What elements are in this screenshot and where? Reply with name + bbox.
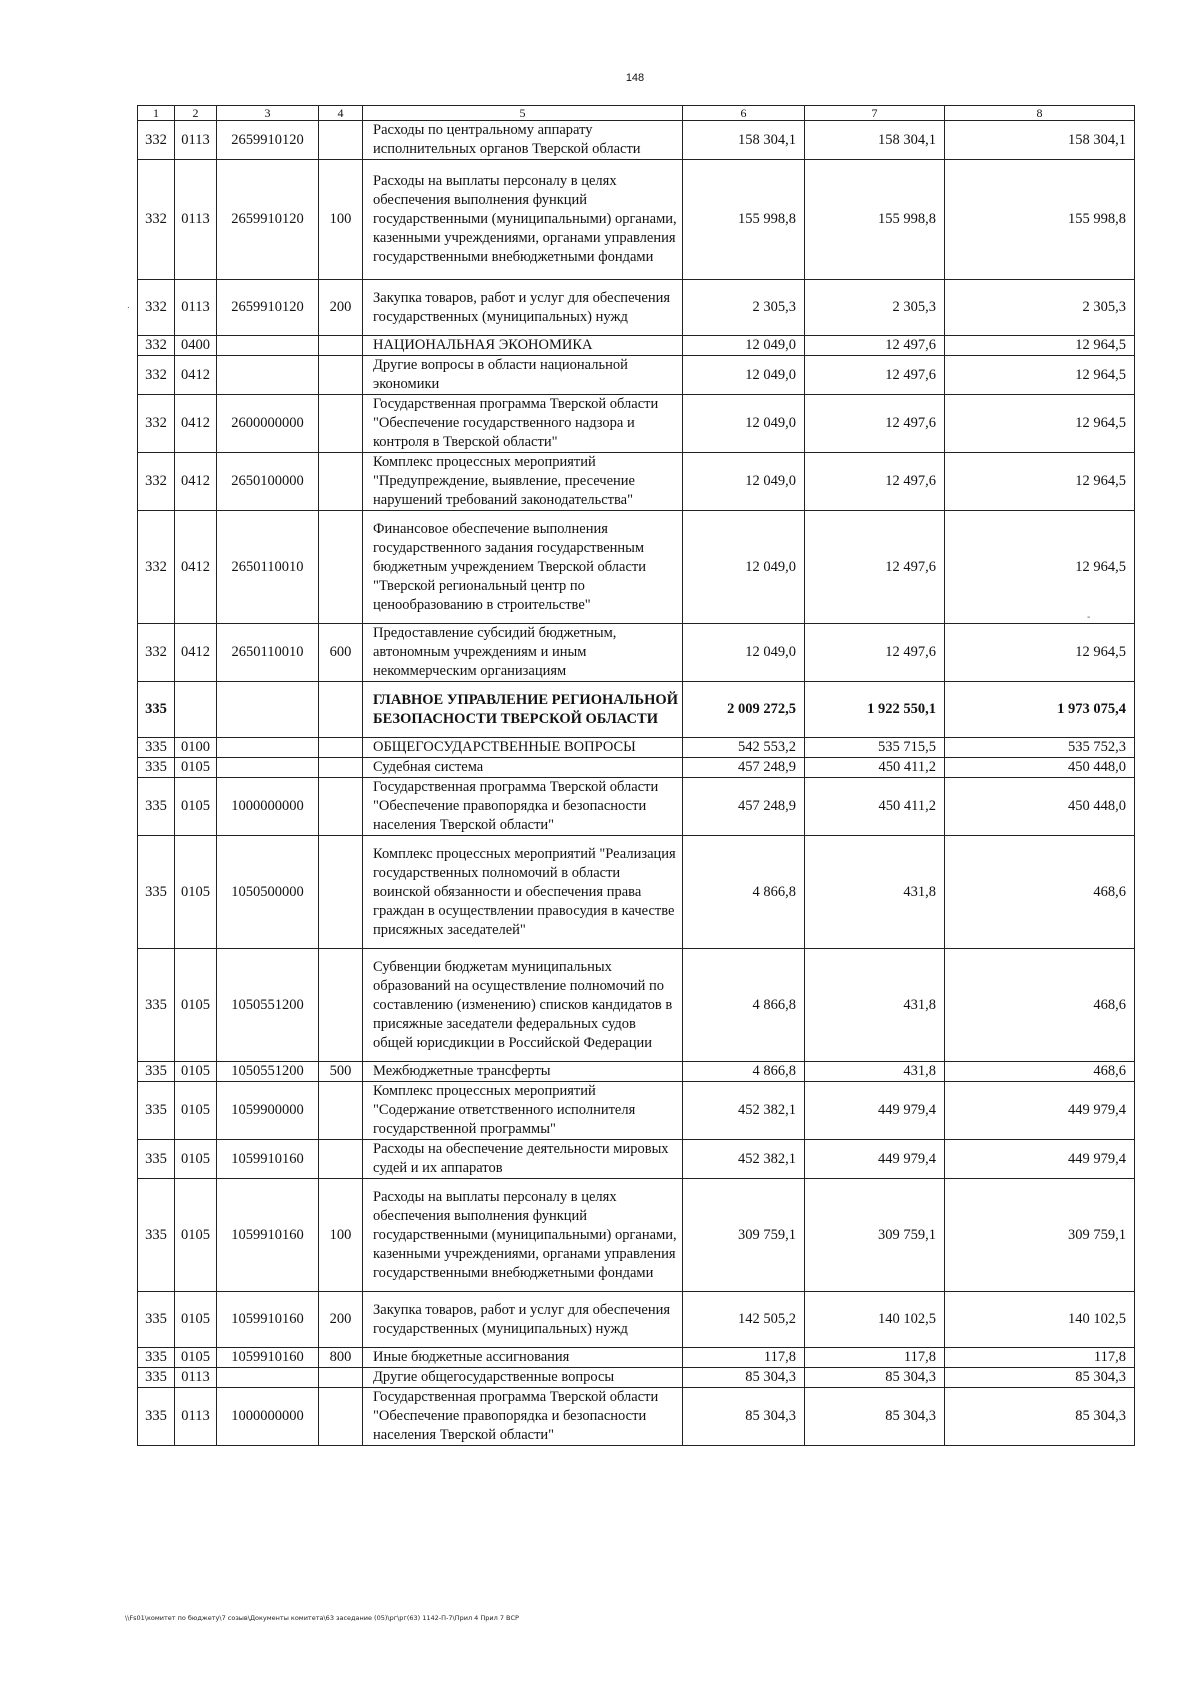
cell-name: Комплекс процессных мероприятий "Реализация государственных полномочий в области воинской обязанности и обеспечения права граждан в осуществлении правосудия в качестве присяжных заседателей" [363,836,683,949]
cell-amount-year1: 2 009 272,5 [683,682,805,738]
cell-target: 1000000000 [217,778,319,836]
cell-amount-year2: 449 979,4 [805,1082,945,1140]
cell-amount-year1: 4 866,8 [683,949,805,1062]
cell-expense-type: 200 [319,1292,363,1348]
cell-amount-year1: 457 248,9 [683,758,805,778]
cell-ministry: 332 [138,160,175,280]
header-cell: 3 [217,106,319,121]
cell-amount-year3: 468,6 [945,836,1135,949]
cell-section: 0412 [175,624,217,682]
cell-amount-year3: 12 964,5 [945,395,1135,453]
cell-amount-year3: 468,6 [945,949,1135,1062]
cell-amount-year3: 158 304,1 [945,121,1135,160]
cell-amount-year2: 431,8 [805,949,945,1062]
page-number: 148 [625,72,645,84]
scan-mark: . [127,300,130,311]
cell-expense-type [319,356,363,395]
cell-amount-year2: 535 715,5 [805,738,945,758]
cell-amount-year2: 155 998,8 [805,160,945,280]
header-cell: 5 [363,106,683,121]
cell-amount-year1: 452 382,1 [683,1082,805,1140]
cell-ministry: 335 [138,1388,175,1446]
cell-expense-type [319,758,363,778]
cell-ministry: 335 [138,836,175,949]
cell-amount-year2: 450 411,2 [805,778,945,836]
cell-target [217,356,319,395]
cell-target: 2650110010 [217,511,319,624]
table-row [138,758,1135,778]
cell-amount-year2: 85 304,3 [805,1388,945,1446]
cell-amount-year2: 158 304,1 [805,121,945,160]
cell-amount-year1: 158 304,1 [683,121,805,160]
cell-name: Финансовое обеспечение выполнения государственного задания государственным бюджетным учреждением Тверской области "Тверской региональный центр по ценообразованию в строительстве" [363,511,683,624]
cell-amount-year3: 450 448,0 [945,778,1135,836]
cell-expense-type: 100 [319,160,363,280]
cell-amount-year3: 309 759,1 [945,1179,1135,1292]
cell-expense-type: 100 [319,1179,363,1292]
cell-amount-year3: 140 102,5 [945,1292,1135,1348]
cell-name: Иные бюджетные ассигнования [363,1348,683,1368]
cell-amount-year3: 12 964,5 [945,336,1135,356]
cell-name: ГЛАВНОЕ УПРАВЛЕНИЕ РЕГИОНАЛЬНОЙ БЕЗОПАСНОСТИ ТВЕРСКОЙ ОБЛАСТИ [363,682,683,738]
cell-expense-type [319,121,363,160]
cell-ministry: 335 [138,778,175,836]
table-row [138,336,1135,356]
cell-amount-year1: 155 998,8 [683,160,805,280]
cell-amount-year3: 449 979,4 [945,1140,1135,1179]
cell-expense-type [319,836,363,949]
cell-ministry: 332 [138,336,175,356]
cell-amount-year1: 457 248,9 [683,778,805,836]
cell-target: 1050500000 [217,836,319,949]
table-row [138,1062,1135,1082]
cell-target: 1059910160 [217,1292,319,1348]
cell-ministry: 335 [138,738,175,758]
table-row [138,356,1135,395]
cell-name: Государственная программа Тверской области "Обеспечение правопорядка и безопасности населения Тверской области" [363,1388,683,1446]
cell-name: Другие общегосударственные вопросы [363,1368,683,1388]
cell-expense-type: 800 [319,1348,363,1368]
cell-amount-year1: 12 049,0 [683,453,805,511]
cell-amount-year3: 12 964,5 [945,453,1135,511]
file-path-footer: \\Fs01\комитет по бюджету\7 созыв\Документы комитета\63 заседание (05)\рг\рг(63) 1142-П-7\Прил 4 Прил 7 ВСР [125,1614,519,1622]
table-row [138,453,1135,511]
cell-amount-year2: 309 759,1 [805,1179,945,1292]
cell-section: 0105 [175,758,217,778]
cell-name: Комплекс процессных мероприятий "Содержание ответственного исполнителя государственной программы" [363,1082,683,1140]
cell-expense-type [319,1388,363,1446]
cell-amount-year3: 155 998,8 [945,160,1135,280]
cell-section: 0400 [175,336,217,356]
cell-amount-year1: 12 049,0 [683,395,805,453]
cell-target: 1050551200 [217,1062,319,1082]
cell-amount-year3: 12 964,5 [945,624,1135,682]
cell-expense-type [319,453,363,511]
header-cell: 2 [175,106,217,121]
cell-amount-year3: 117,8 [945,1348,1135,1368]
cell-name: Предоставление субсидий бюджетным, автономным учреждениям и иным некоммерческим организациям [363,624,683,682]
table-row [138,836,1135,949]
cell-name: Расходы по центральному аппарату исполнительных органов Тверской области [363,121,683,160]
cell-amount-year1: 4 866,8 [683,836,805,949]
cell-target [217,738,319,758]
table-row [138,778,1135,836]
cell-amount-year2: 12 497,6 [805,336,945,356]
cell-expense-type: 600 [319,624,363,682]
header-cell: 4 [319,106,363,121]
cell-expense-type: 200 [319,280,363,336]
cell-name: Межбюджетные трансферты [363,1062,683,1082]
cell-amount-year3: 85 304,3 [945,1368,1135,1388]
table-row [138,160,1135,280]
table-row [138,280,1135,336]
cell-name: НАЦИОНАЛЬНАЯ ЭКОНОМИКА [363,336,683,356]
cell-target: 2600000000 [217,395,319,453]
table-row [138,682,1135,738]
cell-ministry: 335 [138,1140,175,1179]
cell-ministry: 332 [138,624,175,682]
cell-amount-year3: 12 964,5 [945,511,1135,624]
cell-section: 0100 [175,738,217,758]
cell-target: 1059910160 [217,1348,319,1368]
cell-ministry: 332 [138,395,175,453]
cell-amount-year1: 85 304,3 [683,1388,805,1446]
table-row [138,949,1135,1062]
cell-expense-type [319,336,363,356]
cell-amount-year1: 117,8 [683,1348,805,1368]
cell-ministry: 335 [138,1179,175,1292]
cell-section: 0105 [175,949,217,1062]
header-cell: 6 [683,106,805,121]
cell-target: 2650100000 [217,453,319,511]
cell-expense-type: 500 [319,1062,363,1082]
table-row [138,121,1135,160]
cell-section: 0105 [175,1062,217,1082]
cell-section: 0412 [175,453,217,511]
cell-amount-year2: 431,8 [805,1062,945,1082]
cell-section: 0113 [175,160,217,280]
cell-ministry: 335 [138,1348,175,1368]
header-cell: 7 [805,106,945,121]
cell-name: Закупка товаров, работ и услуг для обеспечения государственных (муниципальных) нужд [363,1292,683,1348]
table-row [138,1292,1135,1348]
cell-target: 1000000000 [217,1388,319,1446]
cell-amount-year2: 12 497,6 [805,511,945,624]
cell-amount-year2: 12 497,6 [805,453,945,511]
cell-name: Государственная программа Тверской области "Обеспечение правопорядка и безопасности населения Тверской области" [363,778,683,836]
cell-target [217,758,319,778]
cell-ministry: 335 [138,682,175,738]
cell-section: 0113 [175,1368,217,1388]
cell-target: 2650110010 [217,624,319,682]
table-row [138,624,1135,682]
table-row [138,738,1135,758]
cell-name: Закупка товаров, работ и услуг для обеспечения государственных (муниципальных) нужд [363,280,683,336]
cell-name: ОБЩЕГОСУДАРСТВЕННЫЕ ВОПРОСЫ [363,738,683,758]
cell-section: 0105 [175,836,217,949]
cell-ministry: 335 [138,949,175,1062]
cell-amount-year3: 450 448,0 [945,758,1135,778]
cell-amount-year1: 12 049,0 [683,624,805,682]
cell-expense-type [319,949,363,1062]
cell-amount-year2: 140 102,5 [805,1292,945,1348]
cell-amount-year3: 1 973 075,4 [945,682,1135,738]
cell-amount-year2: 12 497,6 [805,624,945,682]
cell-amount-year1: 85 304,3 [683,1368,805,1388]
cell-name: Субвенции бюджетам муниципальных образований на осуществление полномочий по составлению (изменению) списков кандидатов в присяжные заседатели федеральных судов общей юрисдикции в Российской Федерации [363,949,683,1062]
table-row [138,1388,1135,1446]
cell-expense-type [319,778,363,836]
cell-name: Судебная система [363,758,683,778]
header-cell: 8 [945,106,1135,121]
table-row [138,1140,1135,1179]
cell-amount-year1: 12 049,0 [683,336,805,356]
cell-amount-year1: 309 759,1 [683,1179,805,1292]
cell-amount-year2: 117,8 [805,1348,945,1368]
cell-section: 0113 [175,280,217,336]
cell-expense-type [319,395,363,453]
cell-section: 0105 [175,778,217,836]
cell-section: 0412 [175,511,217,624]
cell-section: 0412 [175,356,217,395]
cell-target: 2659910120 [217,280,319,336]
cell-ministry: 332 [138,356,175,395]
cell-target: 1059910160 [217,1179,319,1292]
header-cell: 1 [138,106,175,121]
cell-expense-type [319,1082,363,1140]
cell-ministry: 335 [138,758,175,778]
cell-name: Государственная программа Тверской области "Обеспечение государственного надзора и контроля в Тверской области" [363,395,683,453]
cell-name: Комплекс процессных мероприятий "Предупреждение, выявление, пресечение нарушений требований законодательства" [363,453,683,511]
cell-amount-year3: 449 979,4 [945,1082,1135,1140]
cell-amount-year2: 12 497,6 [805,356,945,395]
cell-section: 0105 [175,1082,217,1140]
cell-amount-year2: 12 497,6 [805,395,945,453]
cell-amount-year1: 12 049,0 [683,356,805,395]
cell-amount-year1: 142 505,2 [683,1292,805,1348]
cell-ministry: 332 [138,511,175,624]
cell-section [175,682,217,738]
cell-amount-year1: 2 305,3 [683,280,805,336]
cell-target: 1050551200 [217,949,319,1062]
cell-ministry: 332 [138,121,175,160]
table-row [138,1082,1135,1140]
cell-amount-year3: 85 304,3 [945,1388,1135,1446]
cell-amount-year2: 449 979,4 [805,1140,945,1179]
cell-ministry: 335 [138,1062,175,1082]
cell-amount-year2: 85 304,3 [805,1368,945,1388]
cell-section: 0113 [175,1388,217,1446]
table-row [138,1348,1135,1368]
cell-expense-type [319,1140,363,1179]
cell-ministry: 332 [138,453,175,511]
cell-section: 0105 [175,1348,217,1368]
budget-table [137,105,1135,1446]
cell-target: 1059910160 [217,1140,319,1179]
cell-ministry: 335 [138,1292,175,1348]
cell-expense-type [319,682,363,738]
cell-name: Другие вопросы в области национальной экономики [363,356,683,395]
header-row [138,106,1135,121]
cell-amount-year3: 468,6 [945,1062,1135,1082]
cell-section: 0412 [175,395,217,453]
cell-target [217,336,319,356]
cell-section: 0105 [175,1179,217,1292]
cell-expense-type [319,1368,363,1388]
table-row [138,511,1135,624]
cell-amount-year3: 2 305,3 [945,280,1135,336]
cell-amount-year3: 12 964,5 [945,356,1135,395]
cell-name: Расходы на выплаты персоналу в целях обеспечения выполнения функций государственными (муниципальными) органами, казенными учреждениями, органами управления государственными внебюджетными фондами [363,160,683,280]
cell-amount-year3: 535 752,3 [945,738,1135,758]
cell-target [217,682,319,738]
cell-amount-year2: 2 305,3 [805,280,945,336]
cell-name: Расходы на выплаты персоналу в целях обеспечения выполнения функций государственными (муниципальными) органами, казенными учреждениями, органами управления государственными внебюджетными фондами [363,1179,683,1292]
cell-section: 0105 [175,1140,217,1179]
cell-name: Расходы на обеспечение деятельности мировых судей и их аппаратов [363,1140,683,1179]
cell-amount-year1: 12 049,0 [683,511,805,624]
cell-ministry: 332 [138,280,175,336]
cell-amount-year2: 431,8 [805,836,945,949]
cell-target: 2659910120 [217,160,319,280]
table-row [138,395,1135,453]
cell-ministry: 335 [138,1368,175,1388]
cell-amount-year2: 1 922 550,1 [805,682,945,738]
scan-mark: - [1087,612,1091,623]
cell-amount-year1: 4 866,8 [683,1062,805,1082]
table-row [138,1368,1135,1388]
cell-expense-type [319,511,363,624]
cell-ministry: 335 [138,1082,175,1140]
cell-target: 1059900000 [217,1082,319,1140]
cell-target [217,1368,319,1388]
cell-target: 2659910120 [217,121,319,160]
cell-section: 0113 [175,121,217,160]
table-row [138,1179,1135,1292]
cell-amount-year2: 450 411,2 [805,758,945,778]
cell-amount-year1: 452 382,1 [683,1140,805,1179]
cell-expense-type [319,738,363,758]
cell-amount-year1: 542 553,2 [683,738,805,758]
cell-section: 0105 [175,1292,217,1348]
